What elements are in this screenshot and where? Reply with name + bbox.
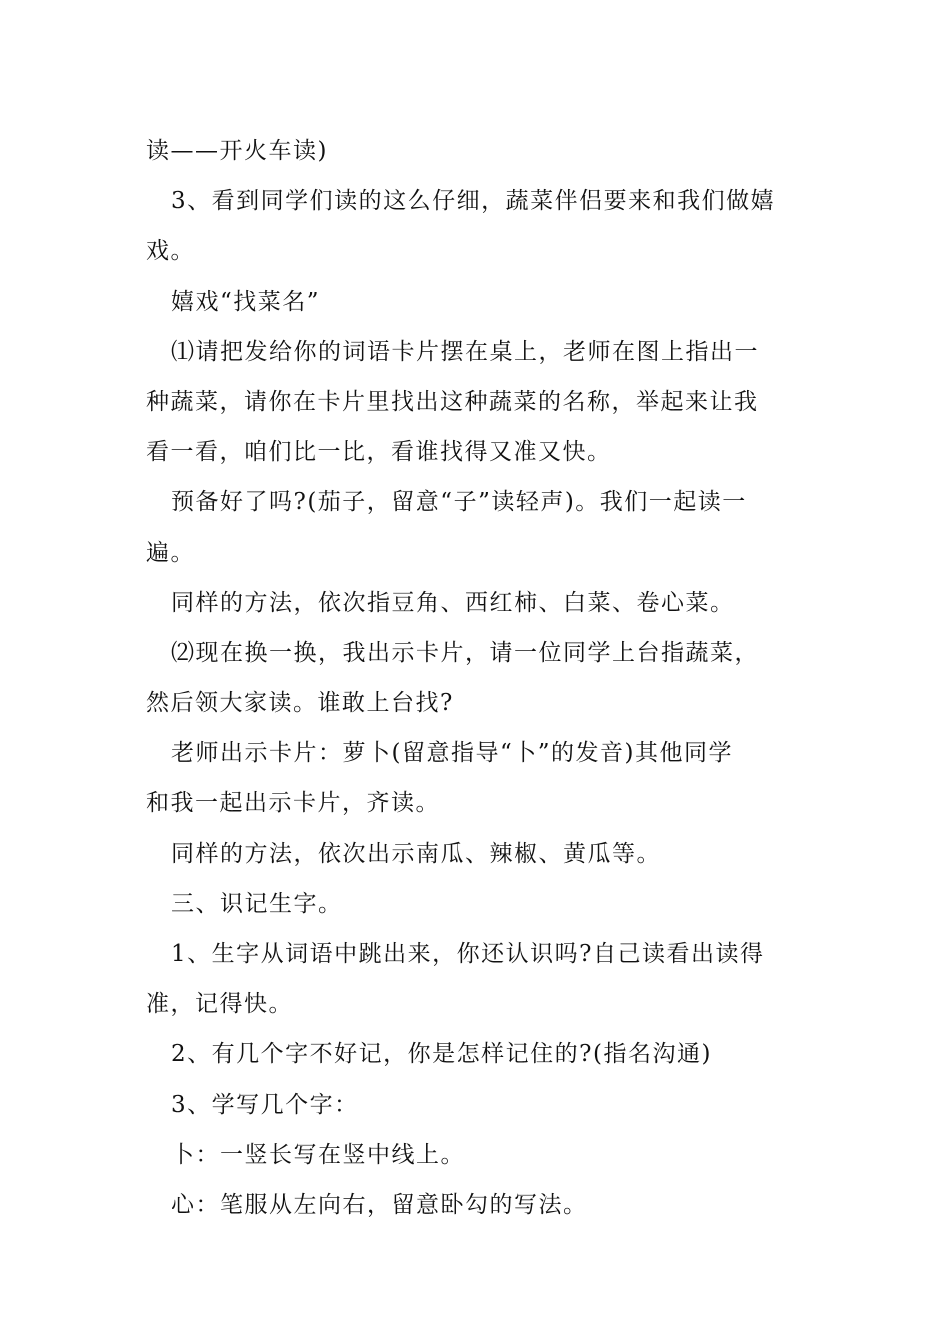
section-heading: 三、识记生字。 — [171, 890, 343, 917]
text-line: 预备好了吗?(茄子，留意“子”读轻声)。我们一起读一 — [171, 489, 747, 516]
text-line: 老师出示卡片：萝卜(留意指导“卜”的发音)其他同学 — [171, 740, 733, 767]
text-line: 3、看到同学们读的这么仔细，蔬菜伴侣要来和我们做嬉 — [171, 188, 776, 215]
text-line: 1、生字从词语中跳出来，你还认识吗?自己读看出读得 — [171, 941, 765, 967]
text-line: 心：笔服从左向右，留意卧勾的写法。 — [171, 1191, 588, 1218]
text-line: 和我一起出示卡片，齐读。 — [146, 790, 440, 817]
text-line: 看一看，咱们比一比，看谁找得又准又快。 — [146, 439, 612, 466]
text-line: 读——开火车读) — [146, 138, 328, 164]
text-line: 戏。 — [146, 238, 195, 265]
text-line: 3、学写几个字： — [171, 1091, 359, 1118]
document-body — [146, 126, 810, 1230]
text-line: 然后领大家读。谁敢上台找? — [146, 690, 454, 717]
text-line: 2、有几个字不好记，你是怎样记住的?(指名沟通) — [171, 1041, 712, 1068]
text-line: 遍。 — [146, 539, 195, 566]
text-line: ⑴请把发给你的词语卡片摆在桌上，老师在图上指出一 — [171, 338, 759, 365]
text-line: 同样的方法，依次出示南瓜、辣椒、黄瓜等。 — [171, 840, 661, 867]
section-heading: 嬉戏“找菜名” — [171, 288, 321, 315]
text-line: ⑵现在换一换，我出示卡片，请一位同学上台指蔬菜， — [171, 639, 759, 666]
text-line: 种蔬菜，请你在卡片里找出这种蔬菜的名称，举起来让我 — [146, 388, 759, 415]
text-line: 卜：一竖长写在竖中线上。 — [171, 1141, 465, 1168]
text-line: 准，记得快。 — [146, 991, 293, 1018]
text-line: 同样的方法，依次指豆角、西红柿、白菜、卷心菜。 — [171, 589, 735, 616]
